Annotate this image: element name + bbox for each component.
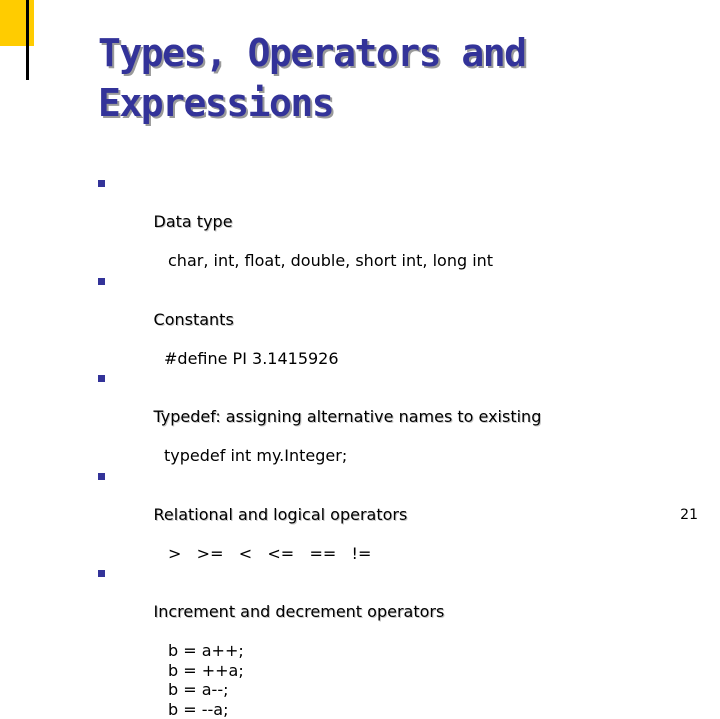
bullet-item-data-type	[98, 173, 658, 251]
bullet-list	[98, 173, 658, 719]
bullet-item-typedef	[98, 368, 658, 446]
square-bullet-icon	[98, 570, 105, 577]
bullet-heading: Relational and logical operators	[154, 505, 408, 524]
detail-line: char, int, float, double, short int, long int	[98, 251, 658, 271]
bullet-heading: Data type	[154, 212, 233, 231]
square-bullet-icon	[98, 375, 105, 382]
accent-line	[26, 0, 29, 80]
detail-line: b = --a;	[98, 700, 658, 719]
detail-line: b = ++a;	[98, 661, 658, 681]
detail-line: b = a--;	[98, 680, 658, 700]
detail-line: typedef int my.Integer;	[98, 446, 658, 466]
bullet-item-constants	[98, 271, 658, 349]
detail-line: > >= < <= == !=	[98, 544, 658, 564]
bullet-heading: Increment and decrement operators	[154, 602, 445, 621]
bullet-heading: Constants	[154, 310, 234, 329]
page-number: 21	[660, 506, 698, 524]
detail-line: #define PI 3.1415926	[98, 349, 658, 369]
slide-title	[98, 28, 658, 128]
bullet-heading: Typedef: assigning alternative names to existing	[154, 407, 542, 426]
bullet-item-relational-operators	[98, 466, 658, 544]
square-bullet-icon	[98, 473, 105, 480]
title-line-2: Expressions	[98, 78, 658, 128]
square-bullet-icon	[98, 180, 105, 187]
detail-line: b = a++;	[98, 641, 658, 661]
bullet-item-increment-operators	[98, 563, 658, 641]
title-line-1: Types, Operators and	[98, 28, 658, 78]
square-bullet-icon	[98, 278, 105, 285]
